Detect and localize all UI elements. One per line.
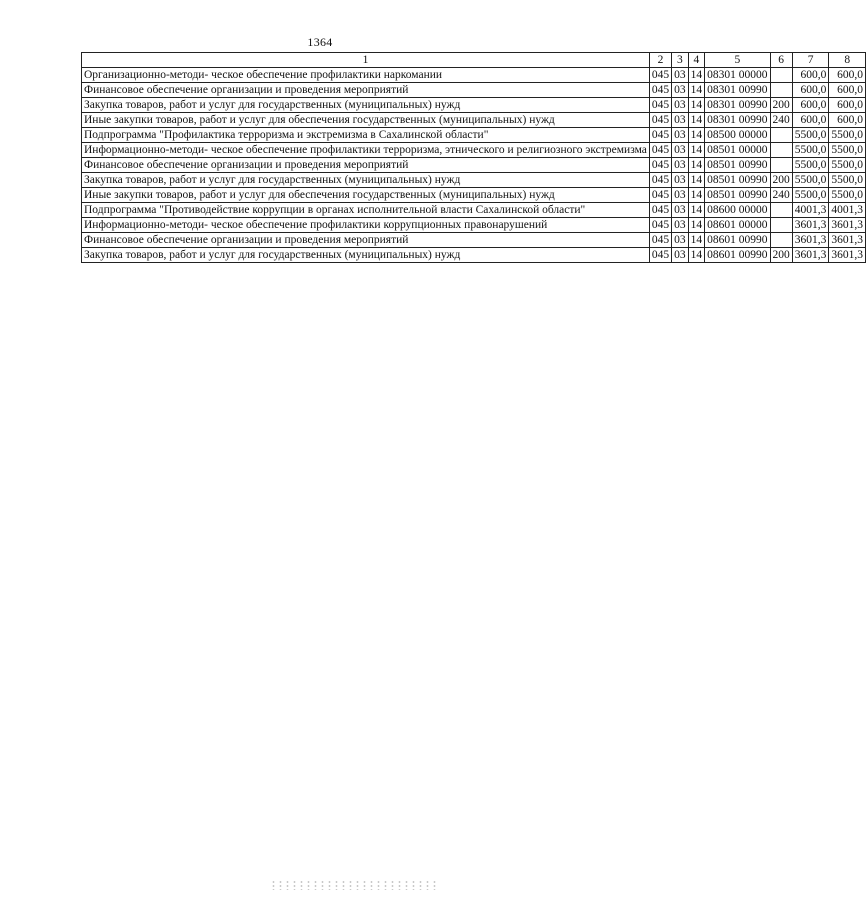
page-number: 1364: [307, 35, 333, 49]
section-code-cell: 03: [672, 248, 689, 263]
section-code-cell: 03: [672, 233, 689, 248]
ministry-code-cell: 045: [649, 113, 671, 128]
expense-type-cell: 240: [770, 113, 792, 128]
ministry-code-cell: 045: [649, 218, 671, 233]
expense-type-cell: 200: [770, 98, 792, 113]
subsection-code-cell: 14: [688, 83, 705, 98]
header-cell: 1: [82, 53, 650, 68]
amount-year1-cell: 600,0: [792, 68, 829, 83]
section-code-cell: 03: [672, 218, 689, 233]
target-article-cell: 08601 00990: [705, 233, 770, 248]
subsection-code-cell: 14: [688, 128, 705, 143]
item-name-cell: Подпрограмма "Противодействие коррупции в органах исполнительной власти Сахалинской области": [82, 203, 650, 218]
expense-type-cell: [770, 68, 792, 83]
expense-type-cell: [770, 128, 792, 143]
expense-type-cell: 240: [770, 188, 792, 203]
target-article-cell: 08500 00000: [705, 128, 770, 143]
amount-year2-cell: 5500,0: [829, 188, 866, 203]
amount-year1-cell: 5500,0: [792, 143, 829, 158]
subsection-code-cell: 14: [688, 98, 705, 113]
ministry-code-cell: 045: [649, 143, 671, 158]
amount-year1-cell: 5500,0: [792, 158, 829, 173]
ministry-code-cell: 045: [649, 158, 671, 173]
ministry-code-cell: 045: [649, 128, 671, 143]
subsection-code-cell: 14: [688, 188, 705, 203]
item-name-cell: Финансовое обеспечение организации и проведения мероприятий: [82, 83, 650, 98]
table-row: [82, 218, 866, 233]
subsection-code-cell: 14: [688, 158, 705, 173]
target-article-cell: 08601 00000: [705, 218, 770, 233]
ministry-code-cell: 045: [649, 248, 671, 263]
ministry-code-cell: 045: [649, 68, 671, 83]
section-code-cell: 03: [672, 113, 689, 128]
expense-type-cell: [770, 203, 792, 218]
amount-year2-cell: 5500,0: [829, 173, 866, 188]
subsection-code-cell: 14: [688, 68, 705, 83]
amount-year1-cell: 3601,3: [792, 218, 829, 233]
target-article-cell: 08301 00990: [705, 113, 770, 128]
amount-year2-cell: 600,0: [829, 68, 866, 83]
target-article-cell: 08601 00990: [705, 248, 770, 263]
target-article-cell: 08501 00990: [705, 188, 770, 203]
section-code-cell: 03: [672, 83, 689, 98]
item-name-cell: Информационно-методи- ческое обеспечение профилактики коррупционных правонарушений: [82, 218, 650, 233]
ministry-code-cell: 045: [649, 83, 671, 98]
item-name-cell: Финансовое обеспечение организации и проведения мероприятий: [82, 233, 650, 248]
subsection-code-cell: 14: [688, 173, 705, 188]
subsection-code-cell: 14: [688, 203, 705, 218]
header-cell: 8: [829, 53, 866, 68]
table-row: [82, 98, 866, 113]
subsection-code-cell: 14: [688, 233, 705, 248]
header-cell: 6: [770, 53, 792, 68]
amount-year2-cell: 5500,0: [829, 143, 866, 158]
header-cell: 5: [705, 53, 770, 68]
expense-type-cell: [770, 233, 792, 248]
table-header-row: [82, 53, 866, 68]
section-code-cell: 03: [672, 98, 689, 113]
table-row: [82, 233, 866, 248]
target-article-cell: 08600 00000: [705, 203, 770, 218]
subsection-code-cell: 14: [688, 113, 705, 128]
target-article-cell: 08301 00990: [705, 98, 770, 113]
amount-year1-cell: 600,0: [792, 83, 829, 98]
header-cell: 4: [688, 53, 705, 68]
table-row: [82, 188, 866, 203]
section-code-cell: 03: [672, 143, 689, 158]
item-name-cell: Подпрограмма "Профилактика терроризма и экстремизма в Сахалинской области": [82, 128, 650, 143]
section-code-cell: 03: [672, 188, 689, 203]
ministry-code-cell: 045: [649, 98, 671, 113]
ministry-code-cell: 045: [649, 188, 671, 203]
amount-year2-cell: 600,0: [829, 98, 866, 113]
amount-year2-cell: 600,0: [829, 83, 866, 98]
amount-year1-cell: 600,0: [792, 113, 829, 128]
section-code-cell: 03: [672, 128, 689, 143]
table-row: [82, 203, 866, 218]
expense-type-cell: [770, 218, 792, 233]
amount-year2-cell: 5500,0: [829, 128, 866, 143]
budget-table: [81, 52, 866, 263]
item-name-cell: Финансовое обеспечение организации и проведения мероприятий: [82, 158, 650, 173]
table-row: [82, 158, 866, 173]
expense-type-cell: [770, 158, 792, 173]
ministry-code-cell: 045: [649, 173, 671, 188]
ministry-code-cell: 045: [649, 203, 671, 218]
target-article-cell: 08301 00990: [705, 83, 770, 98]
item-name-cell: Закупка товаров, работ и услуг для государственных (муниципальных) нужд: [82, 173, 650, 188]
table-row: [82, 143, 866, 158]
subsection-code-cell: 14: [688, 218, 705, 233]
target-article-cell: 08501 00990: [705, 173, 770, 188]
header-cell: 2: [649, 53, 671, 68]
section-code-cell: 03: [672, 158, 689, 173]
table-body: [82, 68, 866, 263]
table-row: [82, 173, 866, 188]
item-name-cell: Информационно-методи- ческое обеспечение профилактики терроризма, этнического и религиозного экстремизма: [82, 143, 650, 158]
item-name-cell: Организационно-методи- ческое обеспечение профилактики наркомании: [82, 68, 650, 83]
amount-year1-cell: 600,0: [792, 98, 829, 113]
table-row: [82, 113, 866, 128]
target-article-cell: 08301 00000: [705, 68, 770, 83]
amount-year1-cell: 5500,0: [792, 173, 829, 188]
section-code-cell: 03: [672, 173, 689, 188]
table-row: [82, 128, 866, 143]
section-code-cell: 03: [672, 203, 689, 218]
expense-type-cell: [770, 143, 792, 158]
amount-year2-cell: 3601,3: [829, 248, 866, 263]
target-article-cell: 08501 00000: [705, 143, 770, 158]
expense-type-cell: [770, 83, 792, 98]
amount-year2-cell: 4001,3: [829, 203, 866, 218]
table-row: [82, 68, 866, 83]
amount-year2-cell: 5500,0: [829, 158, 866, 173]
item-name-cell: Закупка товаров, работ и услуг для государственных (муниципальных) нужд: [82, 248, 650, 263]
subsection-code-cell: 14: [688, 143, 705, 158]
target-article-cell: 08501 00990: [705, 158, 770, 173]
header-cell: 7: [792, 53, 829, 68]
amount-year2-cell: 3601,3: [829, 218, 866, 233]
expense-type-cell: 200: [770, 173, 792, 188]
amount-year2-cell: 600,0: [829, 113, 866, 128]
amount-year1-cell: 5500,0: [792, 188, 829, 203]
item-name-cell: Закупка товаров, работ и услуг для государственных (муниципальных) нужд: [82, 98, 650, 113]
amount-year2-cell: 3601,3: [829, 233, 866, 248]
amount-year1-cell: 4001,3: [792, 203, 829, 218]
amount-year1-cell: 3601,3: [792, 248, 829, 263]
amount-year1-cell: 5500,0: [792, 128, 829, 143]
scan-artifact: [270, 880, 440, 890]
table-row: [82, 248, 866, 263]
item-name-cell: Иные закупки товаров, работ и услуг для обеспечения государственных (муниципальных) нужд: [82, 113, 650, 128]
item-name-cell: Иные закупки товаров, работ и услуг для обеспечения государственных (муниципальных) нужд: [82, 188, 650, 203]
table-row: [82, 83, 866, 98]
header-cell: 3: [672, 53, 689, 68]
section-code-cell: 03: [672, 68, 689, 83]
subsection-code-cell: 14: [688, 248, 705, 263]
expense-type-cell: 200: [770, 248, 792, 263]
ministry-code-cell: 045: [649, 233, 671, 248]
amount-year1-cell: 3601,3: [792, 233, 829, 248]
